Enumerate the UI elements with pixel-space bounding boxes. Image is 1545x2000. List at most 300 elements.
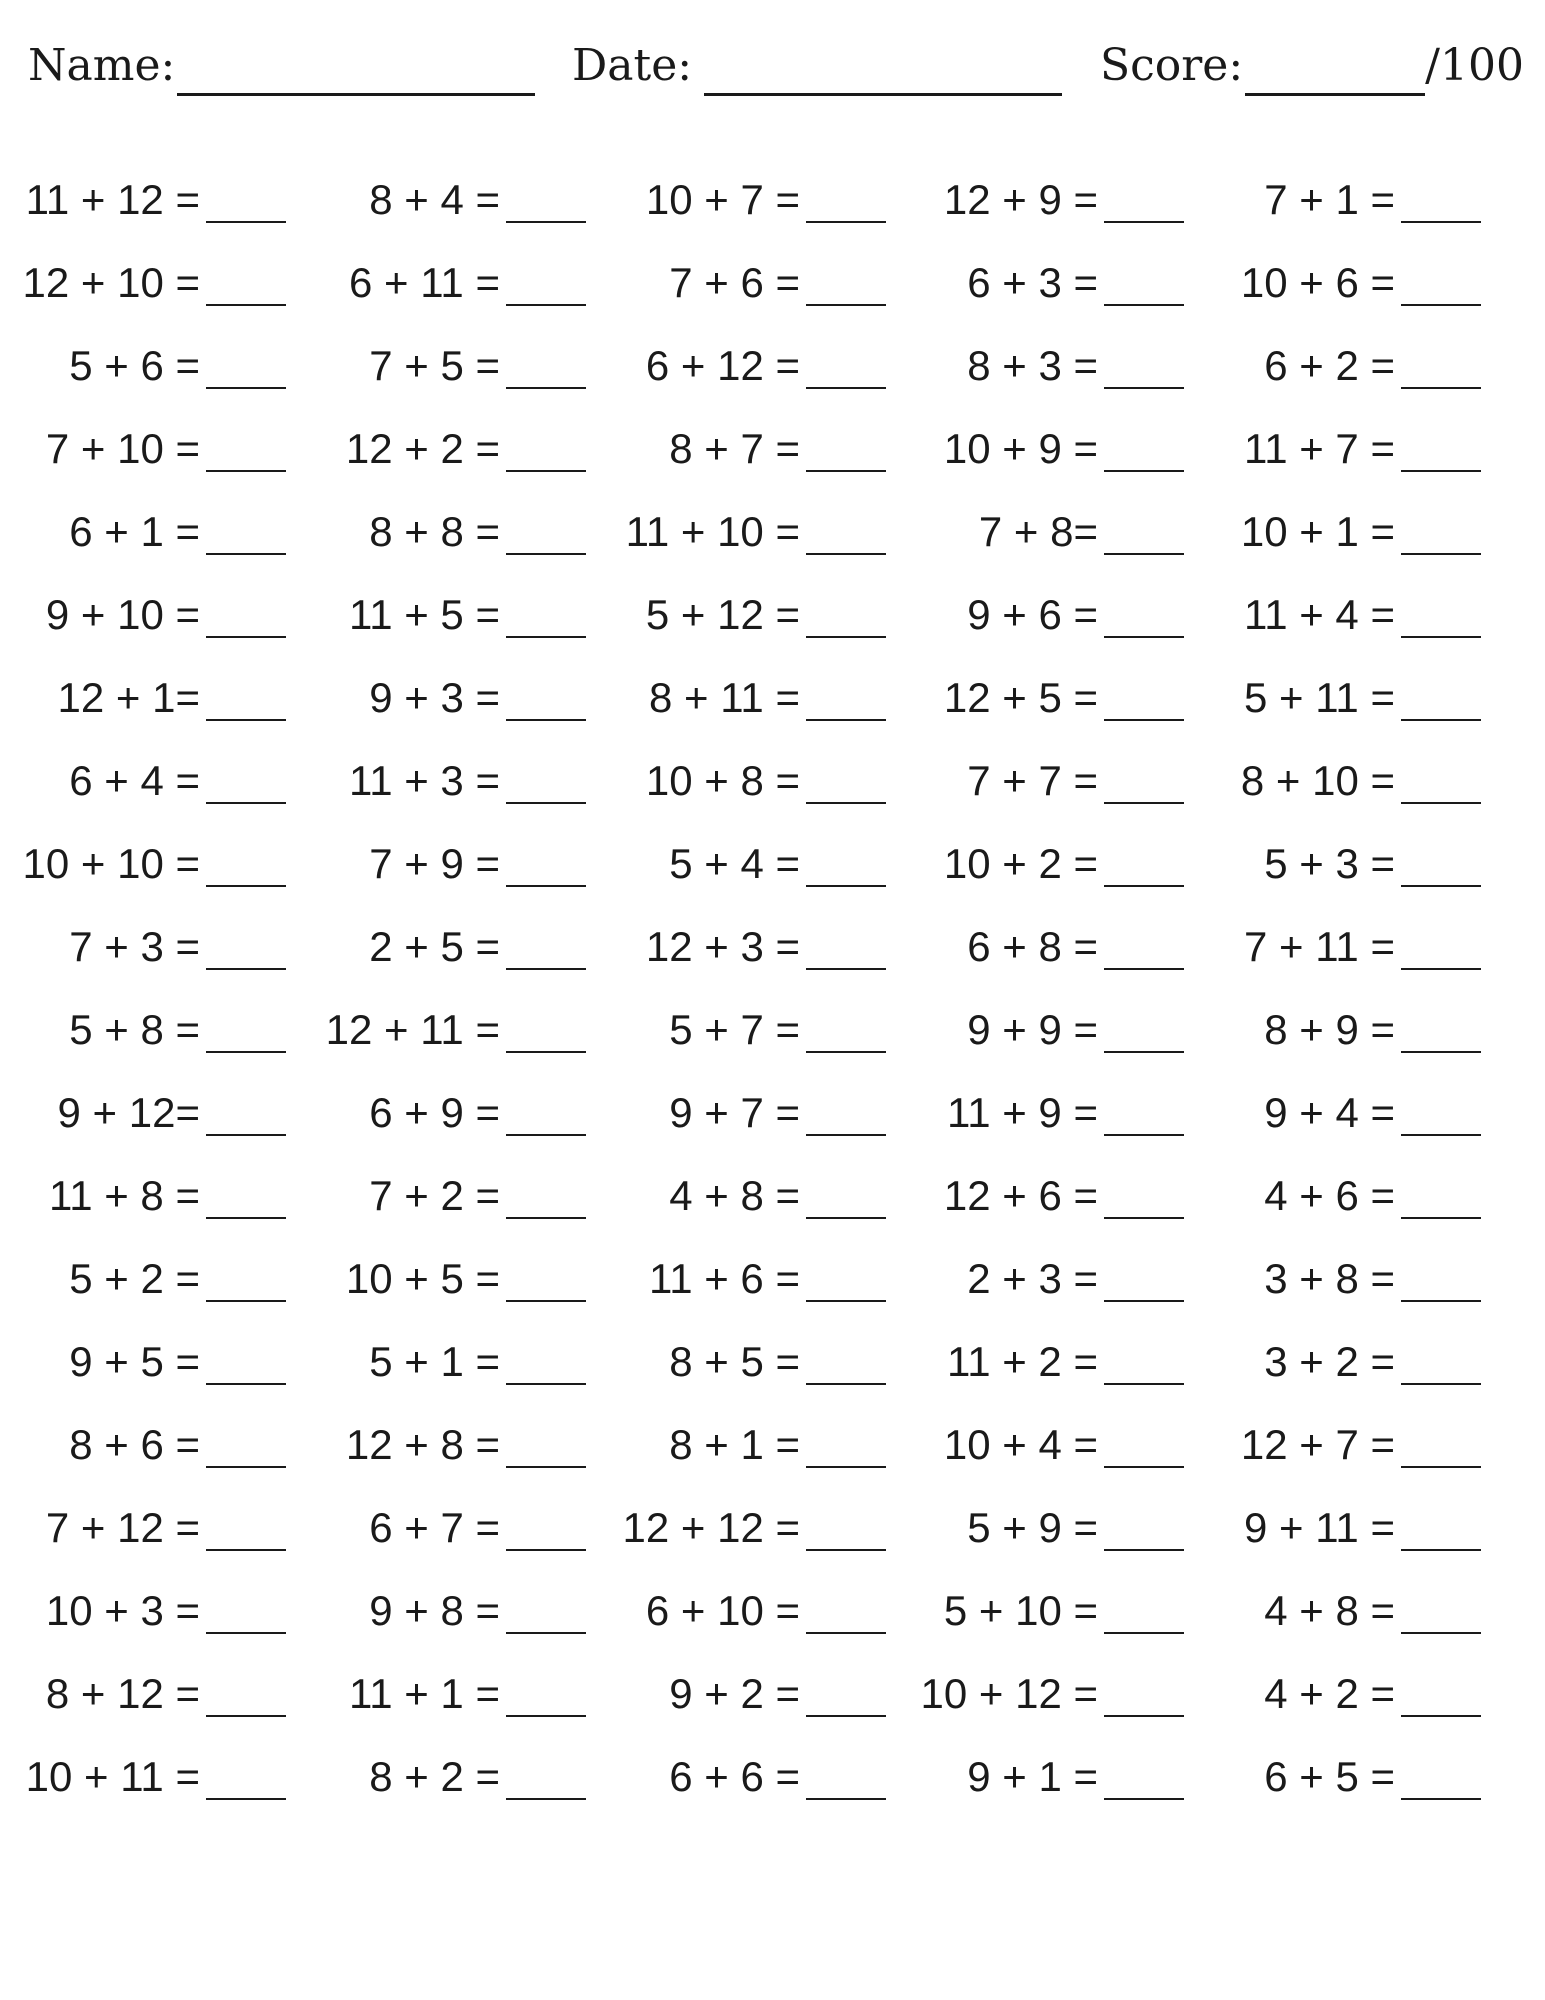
- problem-item: [1195, 1000, 1495, 1060]
- problem-expression: 10 + 5 =: [345, 1255, 500, 1302]
- problem-expression: 10 + 3 =: [45, 1587, 200, 1634]
- answer-blank[interactable]: [806, 675, 886, 721]
- problem-item: [300, 585, 600, 645]
- answer-blank[interactable]: [1401, 1671, 1481, 1717]
- problem-expression: 5 + 11 =: [1243, 674, 1395, 721]
- problem-expression: 3 + 2 =: [1264, 1338, 1395, 1385]
- answer-blank[interactable]: [1401, 675, 1481, 721]
- problem-expression: 3 + 8 =: [1264, 1255, 1395, 1302]
- problem-item: [300, 1083, 600, 1143]
- problem-item: [0, 1249, 300, 1309]
- problem-item: [600, 336, 900, 396]
- problem-item: [600, 1000, 900, 1060]
- answer-blank[interactable]: [806, 1173, 886, 1219]
- name-field: [28, 36, 535, 96]
- answer-blank[interactable]: [806, 177, 886, 223]
- problem-item: [600, 751, 900, 811]
- problem-expression: 6 + 8 =: [967, 923, 1098, 970]
- problem-row: [0, 917, 1545, 977]
- problem-row: [0, 1083, 1545, 1143]
- problem-item: [600, 419, 900, 479]
- answer-blank[interactable]: [206, 1422, 286, 1468]
- problem-expression: 11 + 2 =: [946, 1338, 1098, 1385]
- problem-item: [0, 253, 300, 313]
- problem-row: [0, 1581, 1545, 1641]
- problem-expression: 8 + 8 =: [369, 508, 500, 555]
- problem-expression: 11 + 3 =: [348, 757, 500, 804]
- problem-expression: 5 + 6 =: [69, 342, 200, 389]
- problem-expression: 7 + 6 =: [669, 259, 800, 306]
- date-input-line[interactable]: [704, 41, 1062, 96]
- answer-blank[interactable]: [1104, 426, 1184, 472]
- problem-item: [300, 751, 600, 811]
- problem-expression: 12 + 8 =: [345, 1421, 500, 1468]
- answer-blank[interactable]: [206, 177, 286, 223]
- problem-expression: 11 + 1 =: [348, 1670, 500, 1717]
- problem-item: [0, 1498, 300, 1558]
- problem-item: [600, 585, 900, 645]
- answer-blank[interactable]: [806, 343, 886, 389]
- answer-blank[interactable]: [1104, 1256, 1184, 1302]
- answer-blank[interactable]: [1401, 1007, 1481, 1053]
- answer-blank[interactable]: [506, 592, 586, 638]
- problem-item: [0, 751, 300, 811]
- answer-blank[interactable]: [506, 1173, 586, 1219]
- problem-expression: 4 + 6 =: [1264, 1172, 1395, 1219]
- answer-blank[interactable]: [206, 1256, 286, 1302]
- answer-blank[interactable]: [1104, 592, 1184, 638]
- problem-item: [898, 834, 1198, 894]
- problem-expression: 8 + 10 =: [1240, 757, 1395, 804]
- problem-item: [300, 1332, 600, 1392]
- problem-item: [600, 834, 900, 894]
- problem-item: [600, 917, 900, 977]
- answer-blank[interactable]: [206, 592, 286, 638]
- problem-item: [300, 253, 600, 313]
- answer-blank[interactable]: [1401, 924, 1481, 970]
- score-input-line[interactable]: [1245, 41, 1425, 96]
- problem-item: [1195, 1249, 1495, 1309]
- problem-item: [0, 1000, 300, 1060]
- answer-blank[interactable]: [1104, 841, 1184, 887]
- problem-expression: 5 + 2 =: [69, 1255, 200, 1302]
- problem-expression: 9 + 12=: [57, 1089, 200, 1136]
- problem-expression: 10 + 4 =: [943, 1421, 1098, 1468]
- problem-expression: 8 + 5 =: [669, 1338, 800, 1385]
- answer-blank[interactable]: [1104, 1671, 1184, 1717]
- problem-item: [898, 1083, 1198, 1143]
- problem-expression: 7 + 8=: [978, 508, 1098, 555]
- answer-blank[interactable]: [506, 675, 586, 721]
- answer-blank[interactable]: [506, 260, 586, 306]
- problem-item: [0, 917, 300, 977]
- answer-blank[interactable]: [1104, 1505, 1184, 1551]
- problem-item: [1195, 419, 1495, 479]
- problem-item: [0, 336, 300, 396]
- problem-expression: 7 + 11 =: [1243, 923, 1395, 970]
- score-field: [1100, 36, 1524, 96]
- answer-blank[interactable]: [1401, 1754, 1481, 1800]
- problem-expression: 6 + 7 =: [369, 1504, 500, 1551]
- problem-expression: 12 + 3 =: [645, 923, 800, 970]
- problem-expression: 7 + 1 =: [1264, 176, 1395, 223]
- answer-blank[interactable]: [1401, 758, 1481, 804]
- problem-row: [0, 1747, 1545, 1807]
- problem-expression: 4 + 8 =: [1264, 1587, 1395, 1634]
- problem-expression: 2 + 5 =: [369, 923, 500, 970]
- problem-expression: 6 + 10 =: [645, 1587, 800, 1634]
- answer-blank[interactable]: [506, 1090, 586, 1136]
- answer-blank[interactable]: [806, 1339, 886, 1385]
- answer-blank[interactable]: [1104, 1090, 1184, 1136]
- answer-blank[interactable]: [506, 426, 586, 472]
- problem-item: [898, 585, 1198, 645]
- problem-item: [898, 1249, 1198, 1309]
- problem-expression: 5 + 8 =: [69, 1006, 200, 1053]
- problem-expression: 9 + 9 =: [967, 1006, 1098, 1053]
- answer-blank[interactable]: [206, 509, 286, 555]
- problem-expression: 5 + 4 =: [669, 840, 800, 887]
- problem-row: [0, 419, 1545, 479]
- answer-blank[interactable]: [1401, 177, 1481, 223]
- problem-item: [898, 751, 1198, 811]
- problem-expression: 6 + 6 =: [669, 1753, 800, 1800]
- answer-blank[interactable]: [806, 260, 886, 306]
- problem-expression: 9 + 2 =: [669, 1670, 800, 1717]
- answer-blank[interactable]: [806, 1256, 886, 1302]
- answer-blank[interactable]: [1104, 1339, 1184, 1385]
- problem-item: [300, 668, 600, 728]
- answer-blank[interactable]: [506, 1505, 586, 1551]
- score-label: Score:: [1100, 40, 1244, 91]
- problem-item: [0, 1415, 300, 1475]
- problem-row: [0, 1498, 1545, 1558]
- answer-blank[interactable]: [1104, 343, 1184, 389]
- problem-item: [300, 834, 600, 894]
- answer-blank[interactable]: [1401, 1588, 1481, 1634]
- problem-expression: 5 + 12 =: [645, 591, 800, 638]
- answer-blank[interactable]: [806, 1007, 886, 1053]
- problem-item: [300, 1166, 600, 1226]
- answer-blank[interactable]: [806, 1754, 886, 1800]
- problem-item: [300, 502, 600, 562]
- answer-blank[interactable]: [206, 426, 286, 472]
- name-label: Name:: [28, 40, 176, 91]
- answer-blank[interactable]: [1401, 426, 1481, 472]
- problem-item: [300, 1415, 600, 1475]
- problem-row: [0, 170, 1545, 230]
- answer-blank[interactable]: [1401, 343, 1481, 389]
- answer-blank[interactable]: [506, 177, 586, 223]
- problem-item: [600, 1498, 900, 1558]
- problem-expression: 10 + 8 =: [645, 757, 800, 804]
- problem-item: [0, 502, 300, 562]
- problem-item: [898, 1664, 1198, 1724]
- problem-item: [1195, 1664, 1495, 1724]
- answer-blank[interactable]: [506, 1256, 586, 1302]
- answer-blank[interactable]: [506, 924, 586, 970]
- answer-blank[interactable]: [506, 1422, 586, 1468]
- answer-blank[interactable]: [806, 426, 886, 472]
- answer-blank[interactable]: [1401, 841, 1481, 887]
- problem-item: [300, 1581, 600, 1641]
- problem-expression: 8 + 3 =: [967, 342, 1098, 389]
- problem-expression: 6 + 5 =: [1264, 1753, 1395, 1800]
- answer-blank[interactable]: [1104, 758, 1184, 804]
- problem-item: [0, 1664, 300, 1724]
- problem-expression: 4 + 8 =: [669, 1172, 800, 1219]
- date-label: Date:: [572, 40, 693, 91]
- answer-blank[interactable]: [206, 1588, 286, 1634]
- problem-row: [0, 834, 1545, 894]
- answer-blank[interactable]: [506, 343, 586, 389]
- answer-blank[interactable]: [1104, 675, 1184, 721]
- problem-expression: 12 + 6 =: [943, 1172, 1098, 1219]
- answer-blank[interactable]: [1401, 1505, 1481, 1551]
- answer-blank[interactable]: [206, 924, 286, 970]
- problem-row: [0, 1332, 1545, 1392]
- problem-expression: 7 + 7 =: [967, 757, 1098, 804]
- problem-item: [300, 1498, 600, 1558]
- answer-blank[interactable]: [806, 1588, 886, 1634]
- problem-expression: 11 + 6 =: [648, 1255, 800, 1302]
- problem-row: [0, 1000, 1545, 1060]
- problem-item: [1195, 1083, 1495, 1143]
- answer-blank[interactable]: [206, 1671, 286, 1717]
- problem-expression: 7 + 2 =: [369, 1172, 500, 1219]
- problem-item: [600, 1332, 900, 1392]
- answer-blank[interactable]: [1401, 509, 1481, 555]
- problem-expression: 8 + 12 =: [45, 1670, 200, 1717]
- problem-item: [300, 1747, 600, 1807]
- problem-item: [1195, 1166, 1495, 1226]
- answer-blank[interactable]: [1104, 1422, 1184, 1468]
- problem-item: [300, 419, 600, 479]
- answer-blank[interactable]: [206, 1090, 286, 1136]
- problem-row: [0, 1166, 1545, 1226]
- problem-expression: 5 + 1 =: [369, 1338, 500, 1385]
- answer-blank[interactable]: [206, 260, 286, 306]
- problem-item: [600, 1415, 900, 1475]
- problem-row: [0, 751, 1545, 811]
- problem-item: [1195, 502, 1495, 562]
- problem-item: [300, 917, 600, 977]
- problem-expression: 9 + 4 =: [1264, 1089, 1395, 1136]
- answer-blank[interactable]: [1401, 1422, 1481, 1468]
- problem-item: [600, 253, 900, 313]
- problem-item: [1195, 1581, 1495, 1641]
- answer-blank[interactable]: [1401, 1339, 1481, 1385]
- answer-blank[interactable]: [1401, 1090, 1481, 1136]
- problem-item: [1195, 917, 1495, 977]
- problem-expression: 12 + 7 =: [1240, 1421, 1395, 1468]
- problem-item: [898, 253, 1198, 313]
- problem-expression: 8 + 4 =: [369, 176, 500, 223]
- problem-expression: 4 + 2 =: [1264, 1670, 1395, 1717]
- problem-row: [0, 253, 1545, 313]
- problem-expression: 8 + 9 =: [1264, 1006, 1395, 1053]
- problem-expression: 9 + 1 =: [967, 1753, 1098, 1800]
- answer-blank[interactable]: [506, 509, 586, 555]
- answer-blank[interactable]: [1104, 1754, 1184, 1800]
- problem-expression: 8 + 7 =: [669, 425, 800, 472]
- answer-blank[interactable]: [806, 1422, 886, 1468]
- problem-expression: 12 + 11 =: [325, 1006, 500, 1053]
- answer-blank[interactable]: [1104, 924, 1184, 970]
- problem-item: [1195, 253, 1495, 313]
- problem-item: [1195, 1415, 1495, 1475]
- answer-blank[interactable]: [206, 758, 286, 804]
- problem-item: [600, 1747, 900, 1807]
- problem-item: [1195, 1332, 1495, 1392]
- problem-expression: 10 + 2 =: [943, 840, 1098, 887]
- problem-expression: 9 + 6 =: [967, 591, 1098, 638]
- problem-item: [300, 336, 600, 396]
- problem-expression: 5 + 3 =: [1264, 840, 1395, 887]
- answer-blank[interactable]: [506, 1007, 586, 1053]
- problem-item: [0, 1332, 300, 1392]
- problem-item: [898, 502, 1198, 562]
- problem-item: [600, 170, 900, 230]
- problem-expression: 8 + 11 =: [648, 674, 800, 721]
- problem-expression: 10 + 11 =: [25, 1753, 200, 1800]
- problem-item: [898, 1415, 1198, 1475]
- answer-blank[interactable]: [1104, 260, 1184, 306]
- problem-item: [600, 1166, 900, 1226]
- answer-blank[interactable]: [506, 758, 586, 804]
- problem-expression: 9 + 5 =: [69, 1338, 200, 1385]
- problem-item: [898, 1000, 1198, 1060]
- problem-item: [600, 1664, 900, 1724]
- name-input-line[interactable]: [177, 41, 535, 96]
- worksheet-header: [0, 36, 1545, 106]
- problem-item: [898, 668, 1198, 728]
- answer-blank[interactable]: [806, 1090, 886, 1136]
- answer-blank[interactable]: [806, 1505, 886, 1551]
- problem-item: [0, 585, 300, 645]
- problem-item: [0, 1581, 300, 1641]
- problem-row: [0, 336, 1545, 396]
- answer-blank[interactable]: [206, 1007, 286, 1053]
- problem-expression: 11 + 10 =: [625, 508, 800, 555]
- problem-expression: 10 + 6 =: [1240, 259, 1395, 306]
- problem-item: [0, 1083, 300, 1143]
- answer-blank[interactable]: [1104, 177, 1184, 223]
- answer-blank[interactable]: [506, 841, 586, 887]
- problem-expression: 11 + 9 =: [946, 1089, 1098, 1136]
- problem-expression: 10 + 1 =: [1240, 508, 1395, 555]
- problem-expression: 7 + 9 =: [369, 840, 500, 887]
- answer-blank[interactable]: [506, 1588, 586, 1634]
- problem-expression: 8 + 2 =: [369, 1753, 500, 1800]
- problem-row: [0, 1664, 1545, 1724]
- problem-item: [1195, 834, 1495, 894]
- answer-blank[interactable]: [206, 1339, 286, 1385]
- answer-blank[interactable]: [206, 1173, 286, 1219]
- answer-blank[interactable]: [206, 675, 286, 721]
- problem-expression: 9 + 11 =: [1243, 1504, 1395, 1551]
- problem-item: [898, 336, 1198, 396]
- problem-item: [1195, 751, 1495, 811]
- score-total: /100: [1425, 40, 1524, 91]
- problem-row: [0, 585, 1545, 645]
- problem-expression: 5 + 10 =: [943, 1587, 1098, 1634]
- answer-blank[interactable]: [506, 1671, 586, 1717]
- answer-blank[interactable]: [806, 758, 886, 804]
- answer-blank[interactable]: [206, 343, 286, 389]
- problem-expression: 6 + 11 =: [348, 259, 500, 306]
- problem-item: [898, 1166, 1198, 1226]
- problem-item: [898, 1581, 1198, 1641]
- problem-item: [1195, 170, 1495, 230]
- answer-blank[interactable]: [1401, 1256, 1481, 1302]
- problem-row: [0, 668, 1545, 728]
- problem-expression: 11 + 5 =: [348, 591, 500, 638]
- problem-expression: 10 + 10 =: [22, 840, 200, 887]
- problem-expression: 12 + 9 =: [943, 176, 1098, 223]
- answer-blank[interactable]: [806, 592, 886, 638]
- answer-blank[interactable]: [506, 1339, 586, 1385]
- problem-item: [1195, 336, 1495, 396]
- problem-item: [300, 1000, 600, 1060]
- problem-expression: 9 + 3 =: [369, 674, 500, 721]
- answer-blank[interactable]: [1104, 1007, 1184, 1053]
- problem-item: [600, 1581, 900, 1641]
- problem-expression: 9 + 7 =: [669, 1089, 800, 1136]
- answer-blank[interactable]: [506, 1754, 586, 1800]
- problem-expression: 10 + 12 =: [920, 1670, 1098, 1717]
- problem-expression: 12 + 10 =: [22, 259, 200, 306]
- answer-blank[interactable]: [806, 509, 886, 555]
- problem-item: [600, 502, 900, 562]
- problem-item: [0, 834, 300, 894]
- problem-expression: 12 + 2 =: [345, 425, 500, 472]
- problem-item: [0, 419, 300, 479]
- problem-expression: 8 + 6 =: [69, 1421, 200, 1468]
- answer-blank[interactable]: [806, 924, 886, 970]
- answer-blank[interactable]: [1104, 1173, 1184, 1219]
- answer-blank[interactable]: [1401, 592, 1481, 638]
- problem-item: [600, 1249, 900, 1309]
- problem-expression: 5 + 9 =: [967, 1504, 1098, 1551]
- problem-item: [1195, 1747, 1495, 1807]
- answer-blank[interactable]: [806, 1671, 886, 1717]
- problem-item: [300, 1664, 600, 1724]
- problem-expression: 11 + 12 =: [25, 176, 200, 223]
- answer-blank[interactable]: [1401, 260, 1481, 306]
- problem-row: [0, 1415, 1545, 1475]
- problem-item: [898, 170, 1198, 230]
- problem-expression: 5 + 7 =: [669, 1006, 800, 1053]
- problem-item: [600, 668, 900, 728]
- answer-blank[interactable]: [1104, 509, 1184, 555]
- problem-item: [300, 1249, 600, 1309]
- problem-item: [0, 170, 300, 230]
- problem-expression: 7 + 5 =: [369, 342, 500, 389]
- problem-item: [898, 1332, 1198, 1392]
- answer-blank[interactable]: [1104, 1588, 1184, 1634]
- answer-blank[interactable]: [206, 841, 286, 887]
- problem-expression: 10 + 7 =: [645, 176, 800, 223]
- answer-blank[interactable]: [206, 1754, 286, 1800]
- problem-expression: 10 + 9 =: [943, 425, 1098, 472]
- problem-expression: 7 + 3 =: [69, 923, 200, 970]
- problem-expression: 6 + 4 =: [69, 757, 200, 804]
- problem-expression: 9 + 8 =: [369, 1587, 500, 1634]
- answer-blank[interactable]: [206, 1505, 286, 1551]
- answer-blank[interactable]: [1401, 1173, 1481, 1219]
- answer-blank[interactable]: [806, 841, 886, 887]
